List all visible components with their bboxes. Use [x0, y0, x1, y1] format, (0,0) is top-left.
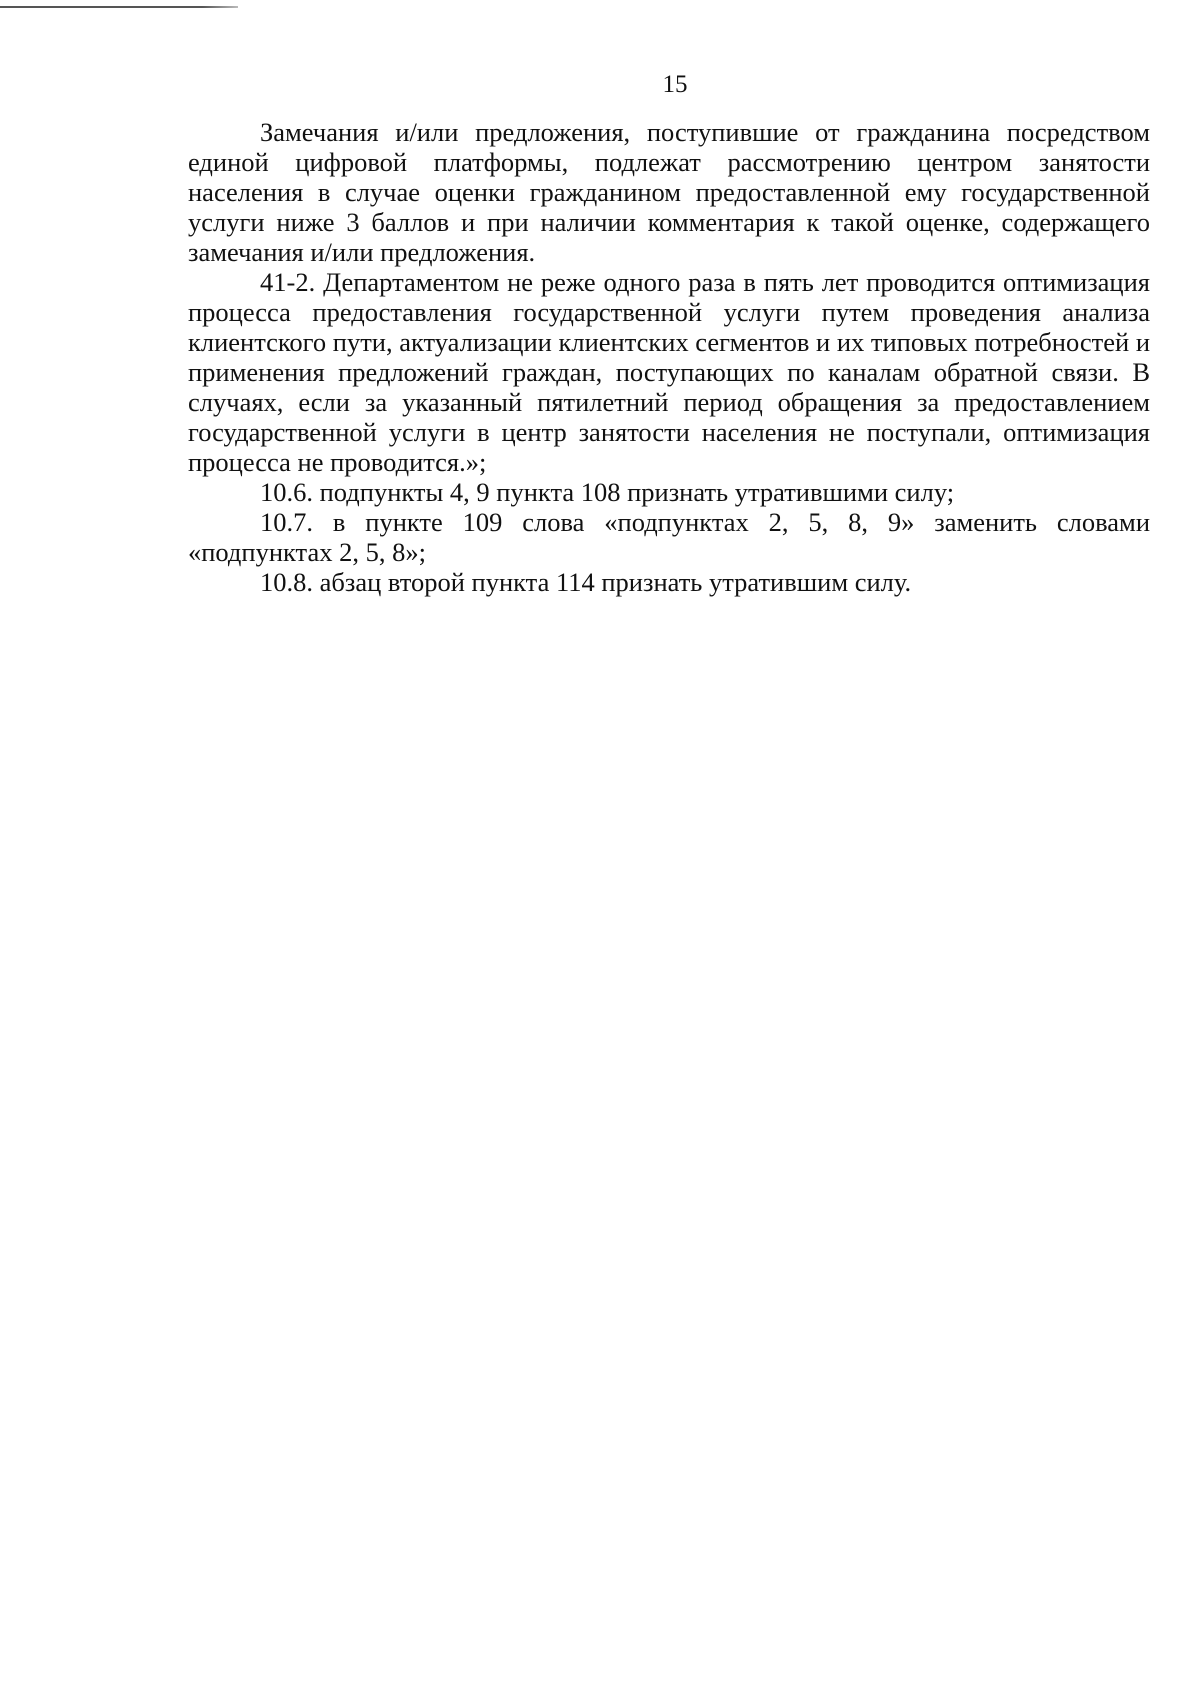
paragraph-item-10-6: 10.6. подпункты 4, 9 пункта 108 признать утратившими силу; — [260, 477, 955, 507]
paragraph-item-41-2: 41-2. Департаментом не реже одного раза в пять лет проводится оптимизация процесса предоставления государственной услуги путем проведения анализа клиентского пути, актуализации клиентских сегментов и их типовых потребностей и применения предложений граждан, поступающих по каналам обратной связи. В случаях, если за указанный пятилетний период обращения за предоставлением государственной услуги в центр занятости населения не поступали, оптимизация процесса не проводится.»; — [188, 267, 1150, 477]
document-body — [188, 117, 1150, 597]
paragraph-remarks: Замечания и/или предложения, поступившие от гражданина посредством единой цифровой платформы, подлежат рассмотрению центром занятости населения в случае оценки гражданином предоставленной ему государственной услуги ниже 3 баллов и при наличии комментария к такой оценке, содержащего замечания и/или предложения. — [188, 117, 1150, 267]
page-number: 15 — [662, 71, 688, 98]
paragraph-item-10-7: 10.7. в пункте 109 слова «подпунктах 2, 5, 8, 9» заменить словами «подпунктах 2, 5, 8»; — [188, 507, 1150, 567]
scan-artifact-line — [0, 6, 238, 8]
paragraph-item-10-8: 10.8. абзац второй пункта 114 признать утратившим силу. — [260, 567, 912, 597]
